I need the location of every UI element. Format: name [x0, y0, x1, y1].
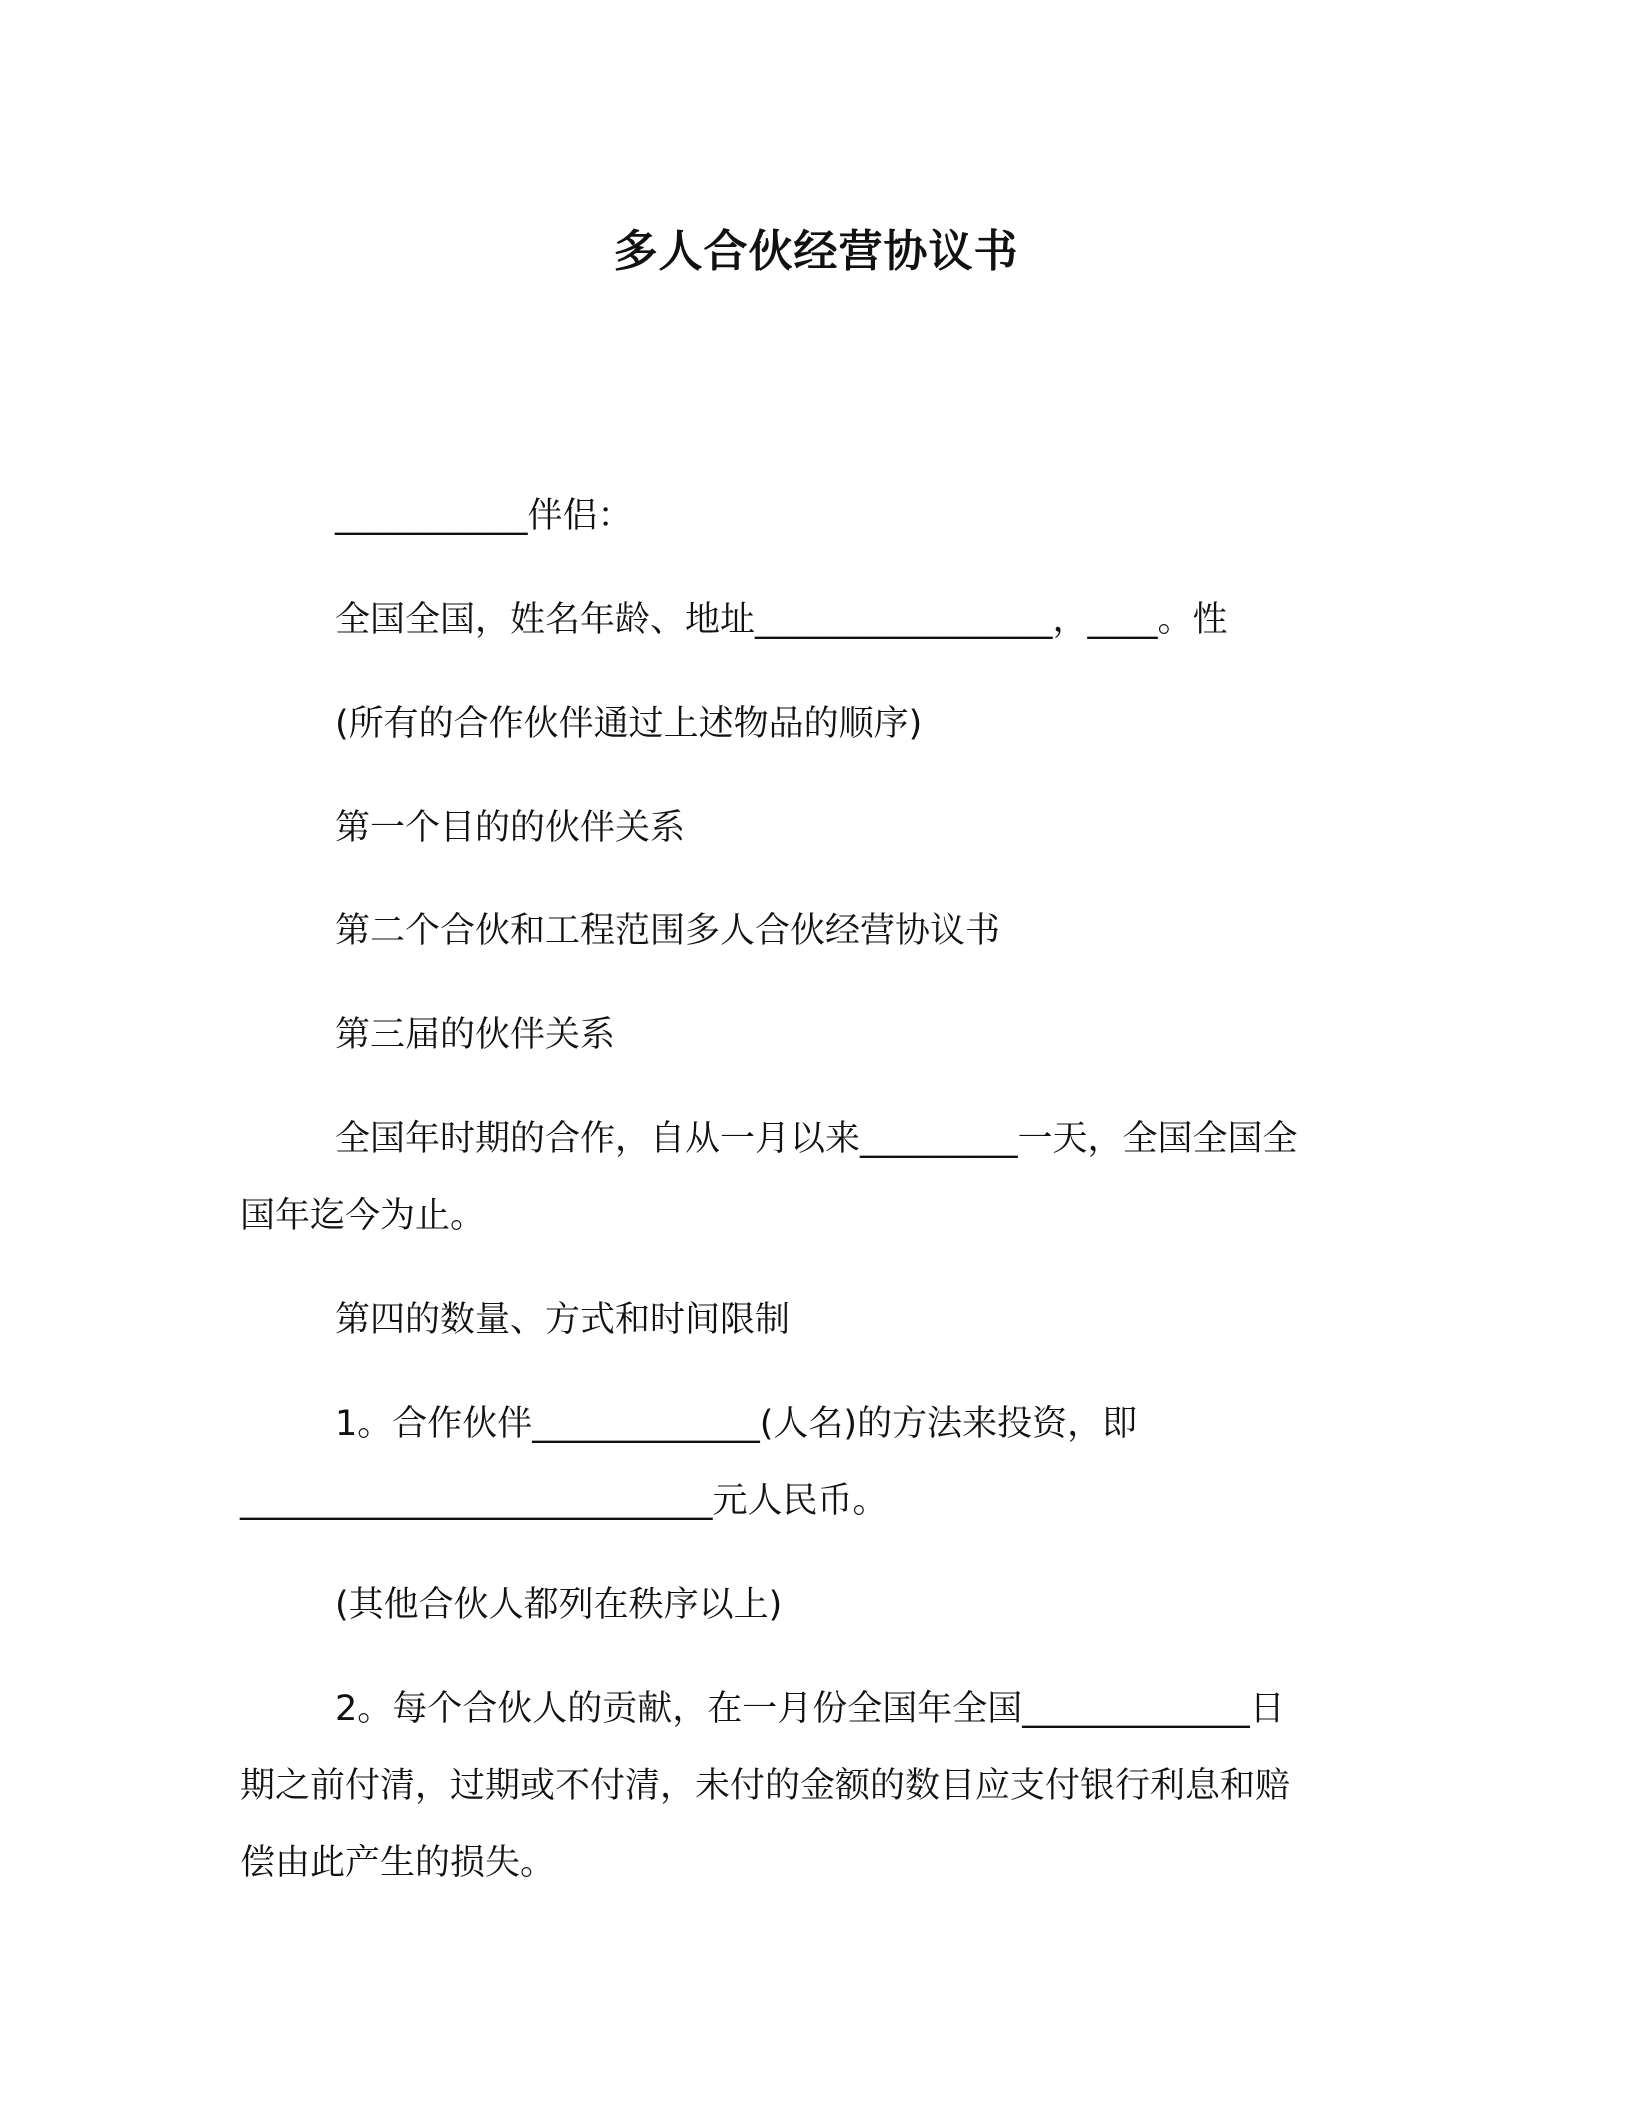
text-line: (其他合伙人都列在秩序以上) — [335, 1585, 783, 1625]
text-line: 第二个合伙和工程范围多人合伙经营协议书 — [335, 911, 1001, 951]
other-partners-note — [240, 1567, 1360, 1644]
text-line: 偿由此产生的损失。 — [240, 1843, 556, 1883]
text-line: ___________伴侣： — [335, 496, 633, 536]
text-line: 第一个目的的伙伴关系 — [335, 808, 686, 848]
term-clause — [240, 1101, 1360, 1255]
text-line: 第四的数量、方式和时间限制 — [335, 1300, 791, 1340]
clause-2 — [240, 1671, 1360, 1902]
partner-order-note — [240, 686, 1360, 763]
text-line: 1。合作伙伴_____________(人名)的方法来投资，即 — [335, 1404, 1138, 1444]
article-1-heading — [240, 790, 1360, 867]
text-line: 全国年时期的合作，自从一月以来_________一天，全国全国全 — [335, 1119, 1298, 1159]
text-line: 国年迄今为止。 — [240, 1196, 486, 1236]
text-line: 全国全国，姓名年龄、地址_________________，____。性 — [335, 600, 1228, 640]
partner-info — [240, 582, 1360, 659]
partner-header — [240, 478, 1360, 555]
text-line: (所有的合作伙伴通过上述物品的顺序) — [335, 704, 923, 744]
text-line: 2。每个合伙人的贡献，在一月份全国年全国_____________日 — [335, 1689, 1285, 1729]
text-line: 期之前付清，过期或不付清，未付的金额的数目应支付银行利息和赔 — [240, 1766, 1291, 1806]
clause-1 — [240, 1386, 1360, 1540]
text-line: 第三届的伙伴关系 — [335, 1015, 616, 1055]
text-line: ___________________________元人民币。 — [240, 1481, 888, 1521]
document-title: 多人合伙经营协议书 — [613, 226, 1019, 277]
article-2-heading — [240, 893, 1360, 970]
article-4-heading — [240, 1282, 1360, 1359]
article-3-heading — [240, 997, 1360, 1074]
